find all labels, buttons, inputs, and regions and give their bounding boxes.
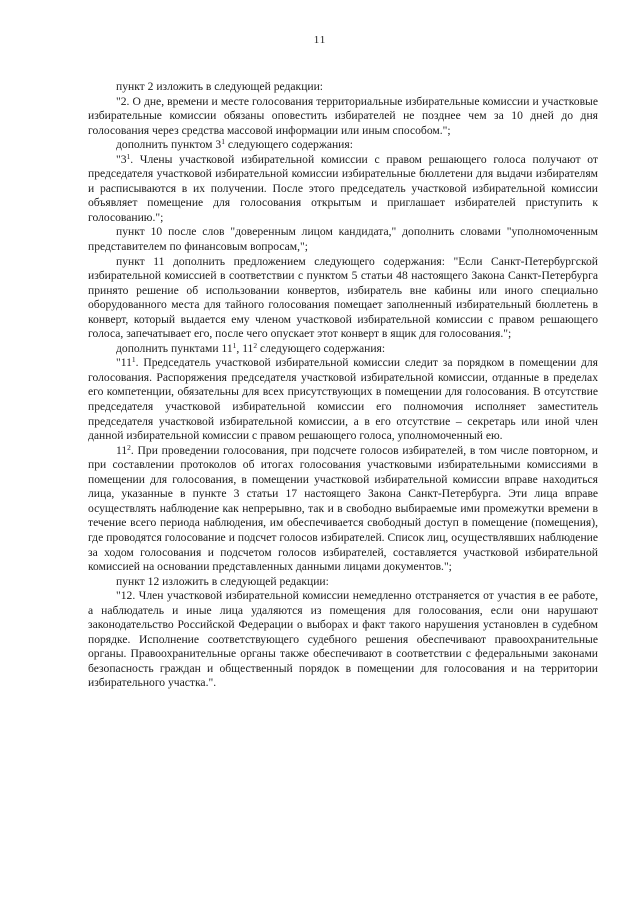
- paragraph-item-3-1-text: "$3^1$. Члены участковой избирательной комиссии с правом решающего голоса получают от председателя участковой избирательной комиссии избирательные бюллетени для выдачи избирателям и расписываются в их получении. После этого председатель участковой избирательной комиссии объявляет помещение для голосования открытым и приглашает избирателей приступить к голосованию.";: [88, 151, 598, 224]
- paragraph-item-11-2-text: $11^2$. При проведении голосования, при подсчете голосов избирателей, в том числе повторном, и при составлении протоколов об итогах голосования участковыми избирательными комиссиями в помещении для голосования, в помещении участковой избирательной комиссии вправе находиться лица, указанные в пункте 3 статьи 17 настоящего Закона Санкт-Петербурга. Эти лица вправе осуществлять наблюдение как непрерывно, так и в свободно выбираемые ими промежутки времени в течение всего периода наблюдения, им обеспечивается свободный доступ в помещение (помещения), где проводятся голосование и подсчет голосов избирателей. Список лиц, осуществлявших наблюдение за ходом голосования и подсчетом голосов избирателей, составляется участковой избирательной комиссией на основании представленных данными лицами документов.";: [88, 442, 598, 574]
- paragraph-item-2-text: "2. О дне, времени и месте голосования территориальные избирательные комиссии и участковые избирательные комиссии обязаны оповестить избирателей не позднее чем за 10 дней до дня голосования через средства массовой информации или иным способом.";: [88, 94, 598, 137]
- paragraph-item-11-1-text: "$11^1$. Председатель участковой избирательной комиссии следит за порядком в помещении для голосования. Распоряжения председателя участковой избирательной комиссии, отданные в пределах его компетенции, обязательны для всех присутствующих в помещении для голосования. В отсутствие председателя участковой избирательной комиссии его полномочия исполняет заместитель председателя участковой избирательной комиссии, а в его отсутствие – секретарь или иной член данной избирательной комиссии с правом решающего голоса, уполномоченный ею.: [88, 355, 598, 443]
- paragraph-amend-item-11: пункт 11 дополнить предложением следующего содержания: "Если Санкт-Петербургской избирательной комиссией в соответствии с пунктом 5 статьи 48 настоящего Закона Санкт-Петербурга принято решение об использовании конвертов, избиратель вне кабины или иного специально оборудованного места для тайного голосования помещает заполненный избирательный бюллетень в конверт, который выдается ему членом участковой избирательной комиссии с правом решающего голоса, запечатывает его, после чего опускает этот конверт в ящик для голосования.";: [88, 254, 598, 341]
- paragraph-amend-item-10: пункт 10 после слов "доверенным лицом кандидата," дополнить словами "уполномоченным представителем по финансовым вопросам,";: [88, 225, 598, 254]
- paragraph-amend-item-12: пункт 12 изложить в следующей редакции:: [116, 574, 329, 588]
- page-number: 11: [313, 34, 327, 46]
- paragraph-item-12-text: "12. Член участковой избирательной комиссии немедленно отстраняется от участия в ее работе, а наблюдатель и иные лица удаляются из помещения для голосования, если они нарушают законодательство Российской Федерации о выборах и факт такого нарушения установлен в судебном порядке. Исполнение соответствующего судебного решения обеспечивают правоохранительные органы. Правоохранительные органы также обеспечивают в соответствии с федеральными законами безопасность граждан и общественный порядок в помещении для голосования и на территории избирательного участка.".: [88, 589, 598, 690]
- paragraph-amend-item-2: пункт 2 изложить в следующей редакции:: [116, 80, 324, 93]
- document-body: [88, 80, 598, 691]
- paragraph-add-items-11-1-11-2: дополнить пунктами $11^1$, $11^2$ следующего содержания:: [116, 340, 386, 355]
- paragraph-add-item-3-1: дополнить пунктом $3^1$ следующего содержания:: [116, 137, 353, 152]
